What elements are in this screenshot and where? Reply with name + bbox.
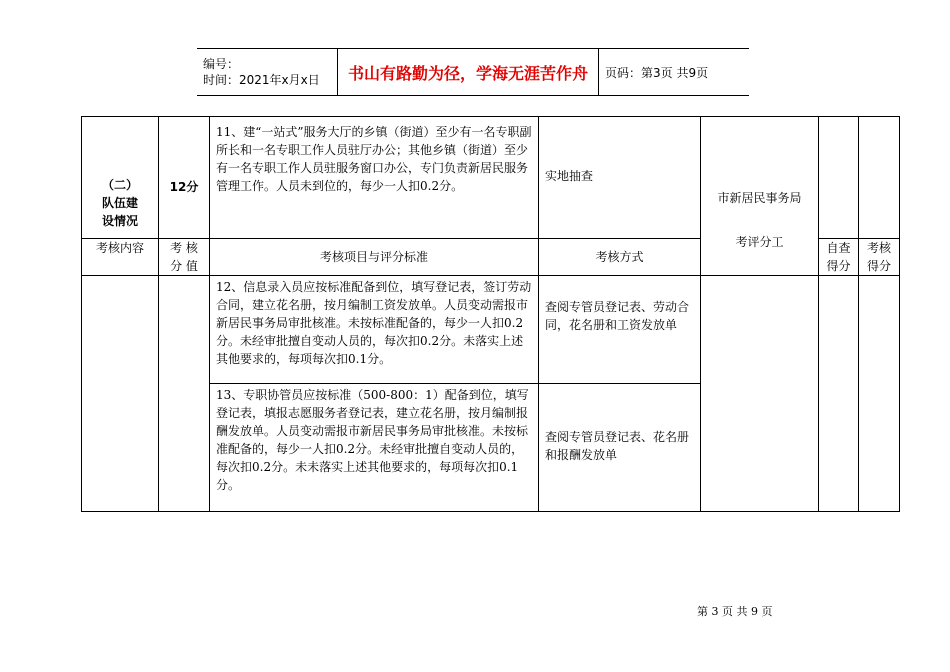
section-label: （二） 队伍建 设情况 — [82, 117, 159, 239]
item-13-method: 查阅专管员登记表、花名册和报酬发放单 — [539, 384, 701, 512]
score-blank — [159, 276, 210, 512]
col-header-self-score: 自查 得分 — [819, 239, 859, 276]
division-blank — [701, 276, 819, 512]
col-header-division: 考评分工 — [735, 235, 784, 249]
col-header-items: 考核项目与评分标准 — [210, 239, 539, 276]
col-header-content: 考核内容 — [82, 239, 159, 276]
assessment-table — [81, 116, 900, 512]
col-header-method: 考核方式 — [539, 239, 701, 276]
time-label: 时间：2021年x月x日 — [203, 73, 320, 87]
item-12-method: 查阅专管员登记表、劳动合同，花名册和工资发放单 — [539, 276, 701, 384]
dept-name: 市新居民事务局 — [717, 191, 802, 205]
division-cell — [701, 117, 819, 276]
code-label: 编号： — [203, 57, 240, 71]
item-13-text: 13、专职协管员应按标准（500-800：1）配备到位，填写登记表，填报志愿服务者登记表，建立花名册，按月编制报酬发放单。人员变动需报市新居民事务局审批核准。未按标准配备的，每少一人扣0.2分。未经审批擅自变动人员的，每次扣0.2分。未未落实上述其他要求的，每项每次扣0.1分。 — [210, 384, 539, 512]
content-blank — [82, 276, 159, 512]
eval-score-blank-2 — [859, 276, 900, 512]
self-score-blank — [819, 117, 859, 239]
item-11-text: 11、建“一站式”服务大厅的乡镇（街道）至少有一名专职副所长和一名专职工作人员驻厅办公；其他乡镇（街道）至少有一名专职工作人员驻服务窗口办公，专门负责新居民服务管理工作。人员未到位的，每少一人扣0.2分。 — [210, 117, 539, 239]
item-11-method: 实地抽查 — [539, 117, 701, 239]
document-header — [197, 48, 749, 96]
eval-score-blank — [859, 117, 900, 239]
header-meta — [197, 49, 338, 96]
section-score: 12分 — [159, 117, 210, 239]
page-label: 页码：第3页 共9页 — [599, 49, 750, 96]
item-12-text: 12、信息录入员应按标准配备到位，填写登记表，签订劳动合同，建立花名册，按月编制工资发放单。人员变动需报市新居民事务局审批核准。未按标准配备的，每少一人扣0.2分。未经审批擅自变动人员的，每次扣0.2分。未落实上述其他要求的，每项每次扣0.1分。 — [210, 276, 539, 384]
self-score-blank-2 — [819, 276, 859, 512]
page-footer: 第 3 页 共 9 页 — [697, 605, 773, 618]
col-header-score: 考 核 分 值 — [159, 239, 210, 276]
col-header-eval-score: 考核 得分 — [859, 239, 900, 276]
motto: 书山有路勤为径，学海无涯苦作舟 — [338, 49, 599, 96]
